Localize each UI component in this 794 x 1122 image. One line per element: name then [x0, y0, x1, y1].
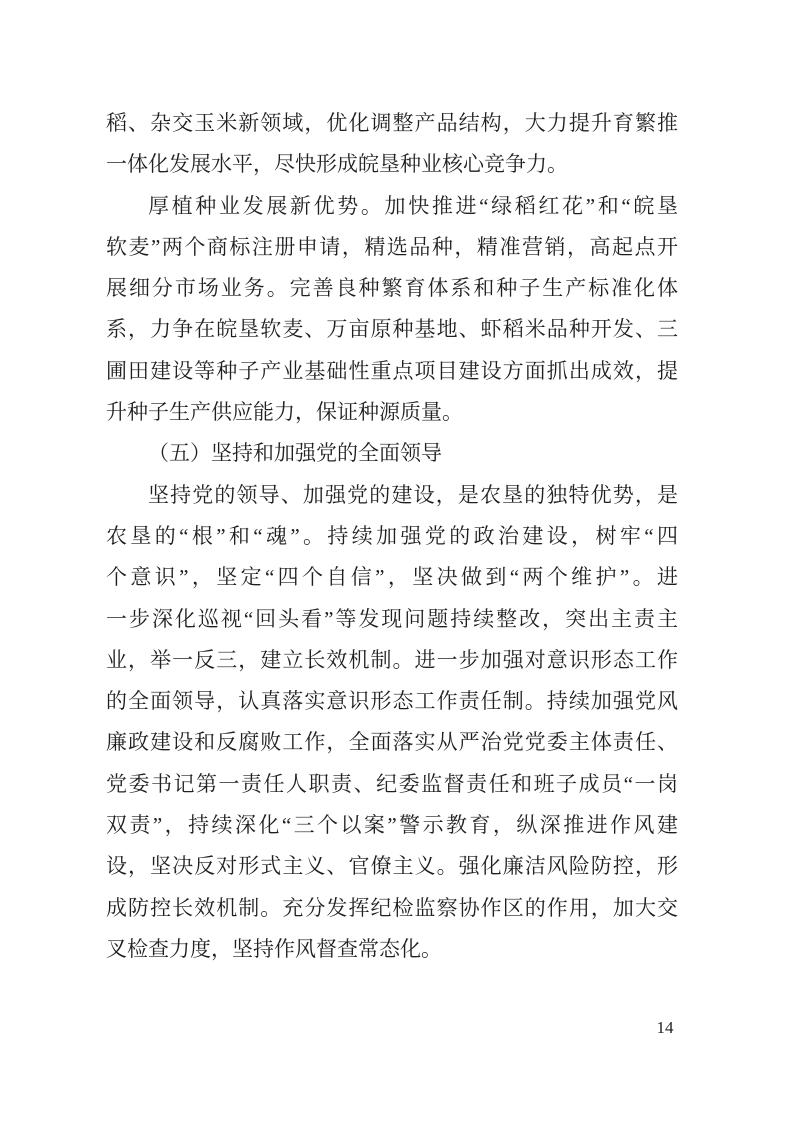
text-line: 农垦的“根”和“魂”。持续加强党的政治建设，树牢“四	[106, 523, 678, 548]
text-line: 设，坚决反对形式主义、官僚主义。强化廉洁风险防控，形	[106, 854, 678, 879]
text-line: 业，举一反三，建立长效机制。进一步加强对意识形态工作	[106, 647, 678, 672]
text-line: 叉检查力度，坚持作风督查常态化。	[106, 936, 442, 961]
text-line: 厚植种业发展新优势。加快推进“绿稻红花”和“皖垦	[148, 193, 678, 218]
section-heading: （五）坚持和加强党的全面领导	[148, 441, 442, 466]
text-line: 党委书记第一责任人职责、纪委监督责任和班子成员“一岗	[106, 771, 678, 796]
page-number: 14	[656, 1018, 674, 1037]
text-line: 稻、杂交玉米新领域，优化调整产品结构，大力提升育繁推	[106, 111, 678, 135]
text-line: 系，力争在皖垦软麦、万亩原种基地、虾稻米品种开发、三	[106, 317, 678, 342]
text-line: 成防控长效机制。充分发挥纪检监察协作区的作用，加大交	[106, 895, 678, 920]
text-line: 双责”，持续深化“三个以案”警示教育，纵深推进作风建	[106, 813, 678, 838]
text-line: 的全面领导，认真落实意识形态工作责任制。持续加强党风	[106, 689, 678, 714]
text-line: 圃田建设等种子产业基础性重点项目建设方面抓出成效，提	[106, 358, 678, 383]
text-line: 廉政建设和反腐败工作，全面落实从严治党党委主体责任、	[106, 730, 678, 755]
text-line: 升种子生产供应能力，保证种源质量。	[106, 400, 463, 425]
text-line: 软麦”两个商标注册申请，精选品种，精准营销，高起点开	[106, 234, 678, 259]
text-line: 坚持党的领导、加强党的建设，是农垦的独特优势，是	[148, 482, 678, 507]
text-line: 个意识”，坚定“四个自信”，坚决做到“两个维护”。进	[106, 565, 678, 590]
text-line: 展细分市场业务。完善良种繁育体系和种子生产标准化体	[106, 276, 678, 301]
text-block	[106, 103, 678, 970]
text-line: 一步深化巡视“回头看”等发现问题持续整改，突出主责主	[106, 606, 678, 631]
text-line: 一体化发展水平，尽快形成皖垦种业核心竞争力。	[106, 152, 568, 177]
